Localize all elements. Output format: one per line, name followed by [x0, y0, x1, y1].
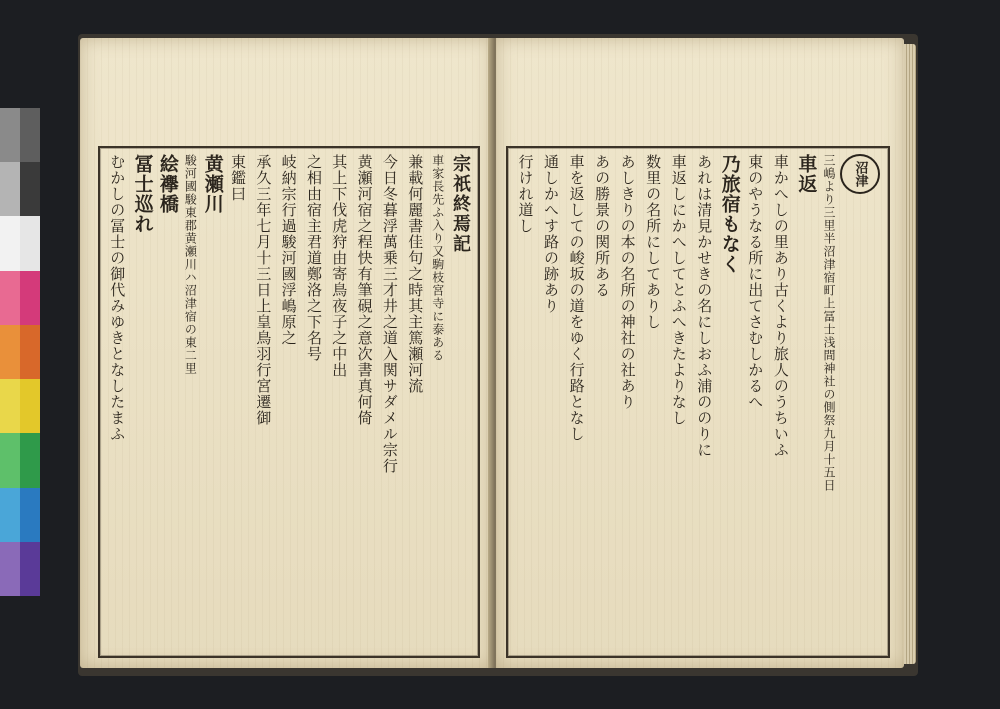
text-column: 車を返しての峻坂の道をゆく行路となし — [567, 154, 586, 442]
text-column: 通しかへす路の跡あり — [542, 154, 561, 314]
color-swatch — [20, 271, 40, 325]
text-column: 今日冬暮浮萬乗三才井之道入関サダメル宗行 — [380, 154, 399, 474]
right-text-frame — [506, 146, 890, 658]
text-column: 東鑑曰 — [229, 154, 248, 202]
text-column: 行けれ道し — [516, 154, 535, 234]
text-column: 数里の名所にしてありし — [644, 154, 663, 330]
text-column: 三嶋より三里半沼津宿町上冨士浅間神社の側祭九月十五日 — [822, 154, 836, 492]
text-column: 兼載何麗書佳句之時其主篤瀬河流 — [406, 154, 425, 394]
color-swatch — [0, 162, 20, 216]
color-swatch — [0, 216, 20, 270]
text-column: 黄瀬川 — [201, 154, 224, 214]
station-seal: 沼津 — [840, 154, 880, 194]
color-swatch — [0, 433, 20, 487]
color-swatch-row — [0, 162, 40, 216]
text-column: 車かへしの里あり古くより旅人のうちいふ — [771, 154, 790, 458]
color-swatch — [20, 542, 40, 596]
color-swatch-row — [0, 271, 40, 325]
text-column: あしきりの本の名所の神社の社あり — [618, 154, 637, 410]
color-calibration-card — [0, 108, 40, 596]
color-swatch — [20, 108, 40, 162]
color-swatch — [0, 325, 20, 379]
text-column: 東のやうなる所に出てさむしかるへ — [746, 154, 765, 410]
right-text-columns — [514, 154, 838, 650]
color-swatch-row — [0, 542, 40, 596]
color-swatch-row — [0, 325, 40, 379]
color-swatch — [20, 216, 40, 270]
text-column: あの勝景の関所ある — [593, 154, 612, 298]
text-column: 之相由宿主君道鄭洛之下名号 — [304, 154, 323, 362]
color-swatch — [0, 271, 20, 325]
color-swatch — [0, 488, 20, 542]
text-column: 車返しにかへしてとふへきたよりなし — [669, 154, 688, 426]
color-swatch-row — [0, 216, 40, 270]
color-swatch-row — [0, 379, 40, 433]
color-swatch — [0, 542, 20, 596]
text-column: 絵襷橋 — [156, 154, 179, 214]
color-swatch-row — [0, 433, 40, 487]
color-swatch-row — [0, 108, 40, 162]
text-column: 其上下伐虎狩由寄鳥夜子之中出 — [330, 154, 349, 378]
text-column: あれは清見かせきの名にしおふ浦ののりに — [695, 154, 714, 458]
text-column: 承久三年七月十三日上皇鳥羽行宮遷御 — [254, 154, 273, 426]
text-column: むかしの冨士の御代みゆきとなしたまふ — [108, 154, 127, 442]
left-page — [80, 38, 492, 668]
right-page — [496, 38, 904, 668]
text-column: 岐納宗行過駿河國浮嶋原之 — [279, 154, 298, 346]
text-column: 冨士巡れ — [131, 154, 154, 234]
color-swatch — [20, 379, 40, 433]
left-text-frame — [98, 146, 480, 658]
color-swatch — [20, 433, 40, 487]
text-column: 黄瀬河宿之程快有筆硯之意次書真何倚 — [355, 154, 374, 426]
color-swatch — [0, 108, 20, 162]
text-column: 宗祇終焉記 — [450, 154, 471, 254]
text-column: 車家長先ふ入り又駒枝宮寺に泰ある — [430, 154, 445, 362]
color-swatch — [20, 325, 40, 379]
text-column: 駿河國駿東郡黄瀬川ハ沼津宿の東二里 — [183, 154, 198, 375]
left-text-columns — [106, 154, 472, 650]
color-swatch — [20, 162, 40, 216]
text-column: 車返 — [795, 154, 818, 194]
color-swatch-row — [0, 488, 40, 542]
page-edges — [904, 44, 916, 664]
color-swatch — [20, 488, 40, 542]
color-swatch — [0, 379, 20, 433]
text-column: 乃旅宿もなく — [718, 154, 741, 274]
open-book — [78, 34, 918, 676]
